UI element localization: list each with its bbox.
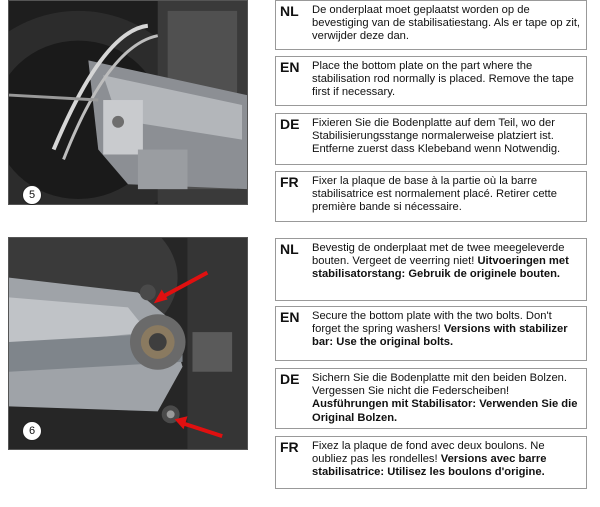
instruction-text: Fixez la plaque de fond avec deux boulons. Ne oubliez pas les rondelles! Versions avec barre stabilisatrice: Utilisez les boulons d'origine. bbox=[312, 440, 547, 479]
step-5-photo bbox=[8, 0, 248, 205]
instruction-box-nl bbox=[275, 0, 587, 50]
step-number-badge: 5 bbox=[22, 185, 42, 205]
instruction-text: Sichern Sie die Bodenplatte mit den beiden Bolzen. Vergessen Sie nicht die Federscheiben! Ausführungen mit Stabilisator: Verwenden Sie die Original Bolzen. bbox=[312, 372, 578, 424]
instruction-box-de bbox=[275, 113, 587, 165]
language-code: FR bbox=[280, 439, 299, 455]
instruction-box-fr bbox=[275, 171, 587, 222]
language-code: DE bbox=[280, 371, 300, 387]
language-code: DE bbox=[280, 116, 300, 132]
instruction-text: Place the bottom plate on the part where the stabilisation rod normally is placed. Remove the tape first if necessary. bbox=[312, 60, 574, 99]
step-number-badge: 6 bbox=[22, 421, 42, 441]
instruction-text: De onderplaat moet geplaatst worden op de bevestiging van de stabilisatiestang. Als er tape op zit, verwijder deze dan. bbox=[312, 4, 581, 43]
language-code: FR bbox=[280, 174, 299, 190]
instruction-box-fr bbox=[275, 436, 587, 489]
instruction-text: Fixer la plaque de base à la partie où la barre stabilisatrice est normalement placé. Retirer cette première bande si nécessaire. bbox=[312, 175, 557, 214]
bolt-mount-photo-icon bbox=[9, 238, 247, 449]
instruction-text: Secure the bottom plate with the two bolts. Don't forget the spring washers! Versions with stabilizer bar: Use the original bolts. bbox=[312, 310, 568, 349]
instruction-box-nl bbox=[275, 238, 587, 301]
instruction-box-en bbox=[275, 56, 587, 106]
language-code: NL bbox=[280, 241, 299, 257]
instruction-box-en bbox=[275, 306, 587, 361]
stabiliser-mount-photo-icon bbox=[9, 1, 247, 204]
language-code: EN bbox=[280, 59, 300, 75]
step-6-photo bbox=[8, 237, 248, 450]
language-code: NL bbox=[280, 3, 299, 19]
language-code: EN bbox=[280, 309, 300, 325]
instruction-text: Fixieren Sie die Bodenplatte auf dem Teil, wo der Stabilisierungsstange normalerweise platziert ist. Entferne zuerst dass Klebeband wenn Notwendig. bbox=[312, 117, 561, 156]
instruction-text: Bevestig de onderplaat met de twee meegeleverde bouten. Vergeet de veerring niet! Uitvoeringen met stabilisatorstang: Gebruik de originele bouten. bbox=[312, 242, 569, 281]
instruction-box-de bbox=[275, 368, 587, 429]
